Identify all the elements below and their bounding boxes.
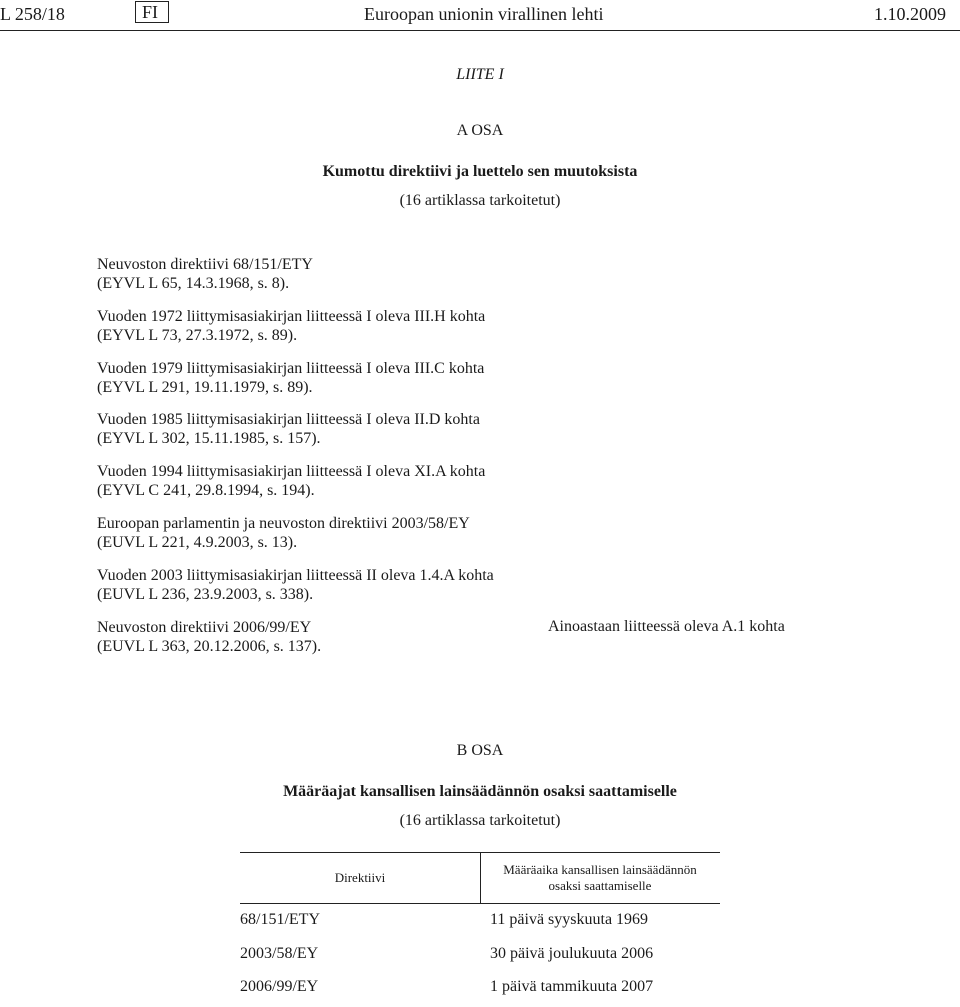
part-b-heading: B OSA (456, 742, 504, 759)
table-cell-directive: 2003/58/EY (240, 945, 319, 962)
reference-line: Vuoden 2003 liittymisasiakirjan liitteessä II oleva 1.4.A kohta (97, 567, 494, 584)
list-item (97, 359, 484, 397)
entry-note: Ainoastaan liitteessä oleva A.1 kohta (548, 618, 785, 635)
table-cell-directive: 68/151/ETY (240, 911, 320, 928)
table-cell-directive: 2006/99/EY (240, 978, 319, 995)
citation-line: (EUVL L 363, 20.12.2006, s. 137). (97, 638, 322, 655)
annex-title: LIITE I (456, 66, 504, 83)
page-header (0, 0, 960, 30)
journal-title: Euroopan unionin virallinen lehti (364, 4, 604, 24)
part-a-subtitle: (16 artiklassa tarkoitetut) (399, 192, 561, 209)
part-a-title: Kumottu direktiivi ja luettelo sen muutoksista (322, 163, 638, 180)
reference-line: Vuoden 1972 liittymisasiakirjan liitteessä I oleva III.H kohta (97, 308, 486, 325)
header-rule (0, 30, 960, 31)
citation-line: (EYVL C 241, 29.8.1994, s. 194). (97, 482, 315, 499)
citation-line: (EUVL L 236, 23.9.2003, s. 338). (97, 586, 314, 603)
column-header-deadline: Määräaika kansallisen lainsäädännön osaksi saattamiselle (503, 862, 697, 893)
table-cell-deadline: 30 päivä joulukuuta 2006 (490, 945, 654, 962)
part-b-subtitle: (16 artiklassa tarkoitetut) (399, 812, 561, 829)
reference-line: Neuvoston direktiivi 68/151/ETY (97, 256, 313, 273)
table-column-divider (480, 852, 481, 903)
part-a-heading: A OSA (456, 122, 504, 139)
citation-line: (EYVL L 73, 27.3.1972, s. 89). (97, 327, 298, 344)
column-header-directive: Direktiivi (334, 870, 386, 885)
list-item (97, 462, 485, 500)
page-reference: L 258/18 (0, 4, 65, 24)
list-item (97, 255, 313, 293)
list-item (97, 514, 470, 552)
reference-line: Vuoden 1994 liittymisasiakirjan liitteessä I oleva XI.A kohta (97, 463, 486, 480)
publication-date: 1.10.2009 (874, 4, 946, 24)
citation-line: (EUVL L 221, 4.9.2003, s. 13). (97, 534, 298, 551)
citation-line: (EYVL L 65, 14.3.1968, s. 8). (97, 275, 290, 292)
list-item (97, 618, 321, 656)
reference-line: Euroopan parlamentin ja neuvoston direktiivi 2003/58/EY (97, 515, 470, 532)
reference-line: Neuvoston direktiivi 2006/99/EY (97, 619, 312, 636)
reference-line: Vuoden 1985 liittymisasiakirjan liitteessä I oleva II.D kohta (97, 411, 480, 428)
citation-line: (EYVL L 302, 15.11.1985, s. 157). (97, 430, 321, 447)
part-b-title: Määräajat kansallisen lainsäädännön osaksi saattamiselle (283, 783, 677, 800)
table-header-rule (240, 903, 720, 904)
list-item (97, 307, 485, 345)
table-cell-deadline: 1 päivä tammikuuta 2007 (490, 978, 654, 995)
list-item (97, 566, 494, 604)
reference-line: Vuoden 1979 liittymisasiakirjan liitteessä I oleva III.C kohta (97, 360, 485, 377)
list-item (97, 410, 480, 448)
citation-line: (EYVL L 291, 19.11.1979, s. 89). (97, 379, 313, 396)
table-cell-deadline: 11 päivä syyskuuta 1969 (490, 911, 649, 928)
language-code-box: FI (135, 1, 169, 23)
